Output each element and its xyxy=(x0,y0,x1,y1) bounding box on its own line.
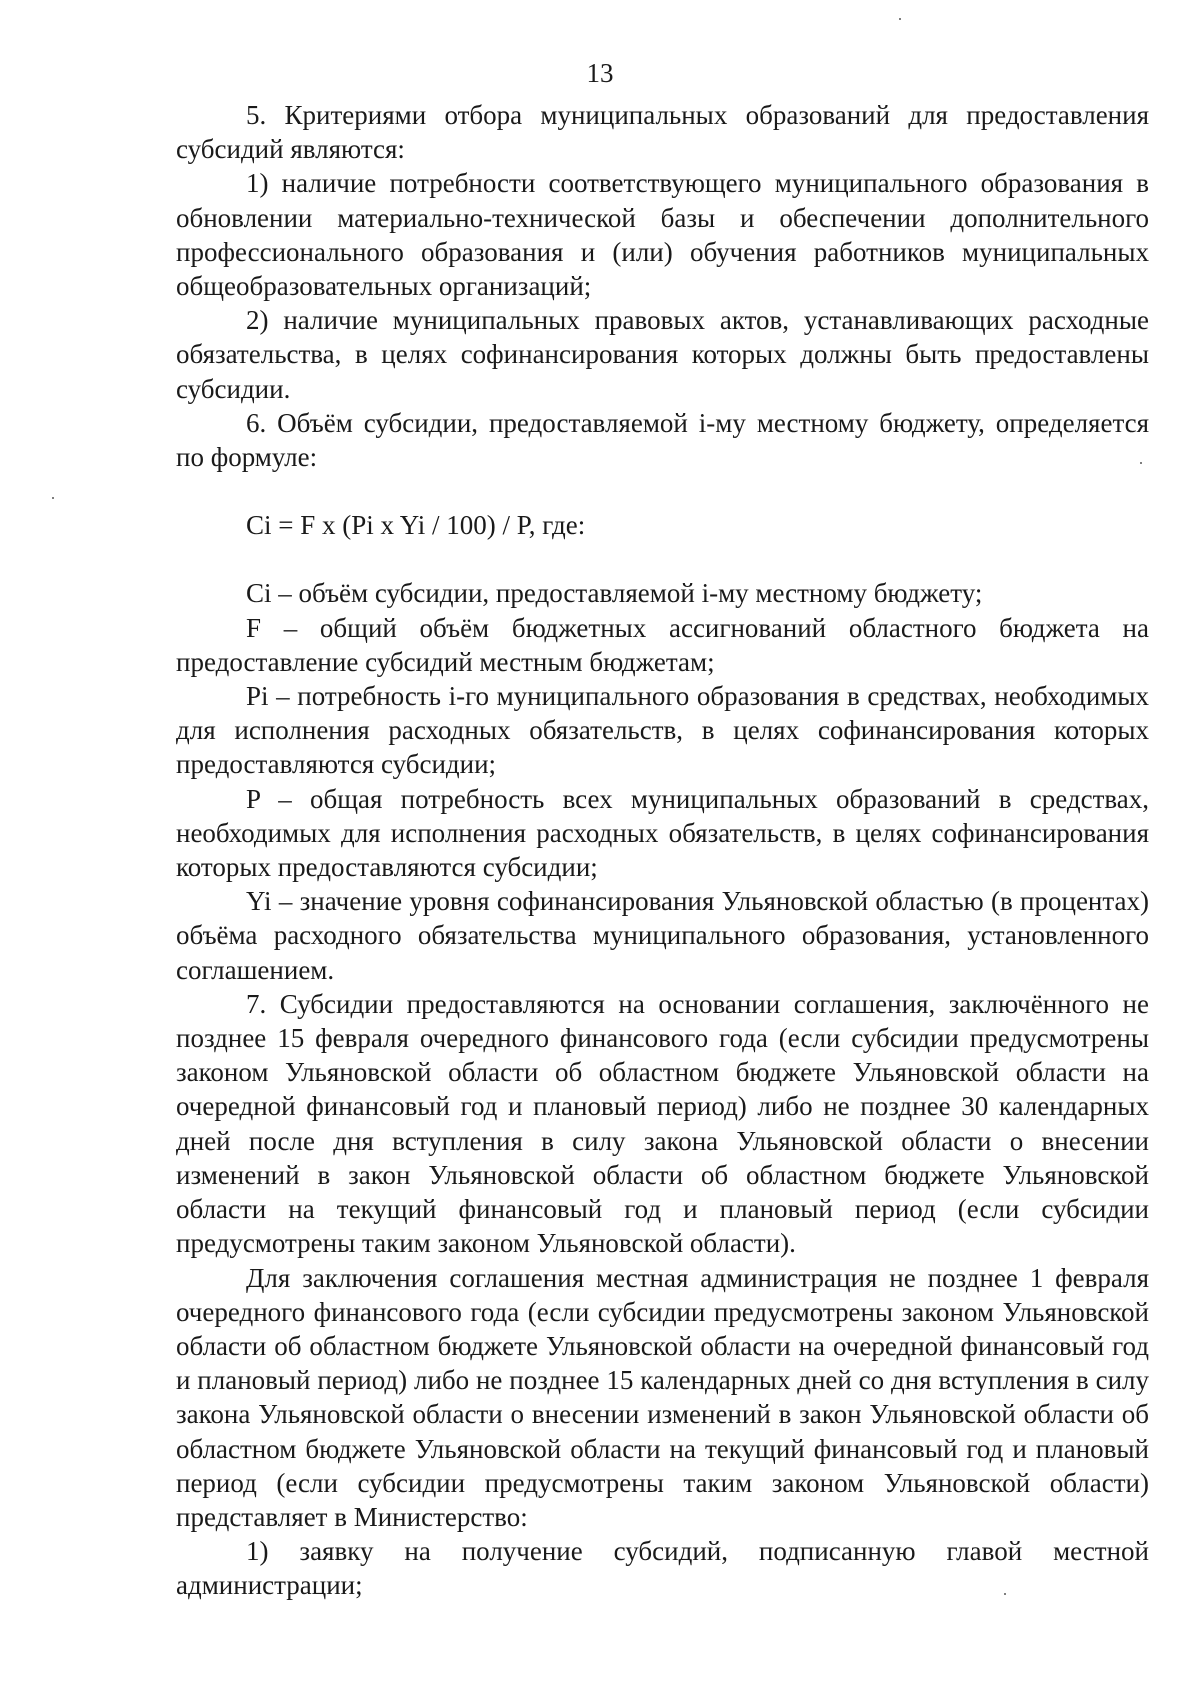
definition-yi: Yi – значение уровня софинансирования Ульяновской областью (в процентах) объёма расходного обязательства муниципального образования, установленного соглашением. xyxy=(176,886,1149,985)
scan-speck xyxy=(52,497,54,499)
scan-speck xyxy=(899,18,901,20)
paragraph-agreement-procedure: Для заключения соглашения местная администрация не позднее 1 февраля очередного финансового года (если субсидии предусмотрены законом Ульяновской области об областном бюджете Ульяновской области на очередной финансовый год и плановый период) либо не позднее 15 календарных дней со дня вступления в силу закона Ульяновской области о внесении изменений в закон Ульяновской области об областном бюджете Ульяновской области на текущий финансовый год и плановый период (если субсидии предусмотрены таким законом Ульяновской области) представляет в Министерство: xyxy=(176,1262,1149,1532)
definition-pi: Pi – потребность i-го муниципального образования в средствах, необходимых для исполнения расходных обязательств, в целях софинансирования которых предоставляются субсидии; xyxy=(176,681,1149,780)
document-body xyxy=(176,98,1149,1603)
page-number: 13 xyxy=(586,58,614,88)
definition-f: F – общий объём бюджетных ассигнований областного бюджета на предоставление субсидий местным бюджетам; xyxy=(176,612,1149,677)
paragraph-criterion-2: 2) наличие муниципальных правовых актов, устанавливающих расходные обязательства, в целях софинансирования которых должны быть предоставлены субсидии. xyxy=(176,305,1149,404)
paragraph-criterion-1: 1) наличие потребности соответствующего муниципального образования в обновлении материально-технической базы и обеспечении дополнительного профессионального образования и (или) обучения работников муниципальных общеобразовательных организаций; xyxy=(176,168,1149,302)
paragraph-application-1: 1) заявку на получение субсидий, подписанную главой местной администрации; xyxy=(176,1536,1149,1601)
paragraph-5-criteria: 5. Критериями отбора муниципальных образований для предоставления субсидий являются: xyxy=(176,100,1149,165)
scan-speck xyxy=(1004,1593,1006,1595)
definition-p: P – общая потребность всех муниципальных образований в средствах, необходимых для исполнения расходных обязательств, в целях софинансирования которых предоставляются субсидии; xyxy=(176,783,1149,883)
paragraph-6-volume: 6. Объём субсидии, предоставляемой i-му местному бюджету, определяется по формуле: xyxy=(176,407,1149,473)
formula: Ci = F x (Pi x Yi / 100) / P, где: xyxy=(246,510,586,541)
definition-ci: Ci – объём субсидии, предоставляемой i-му местному бюджету; xyxy=(246,578,983,609)
paragraph-7-agreement: 7. Субсидии предоставляются на основании соглашения, заключённого не позднее 15 февраля очередного финансового года (если субсидии предусмотрены законом Ульяновской области об областном бюджете Ульяновской области на очередной финансовый год и плановый период) либо не позднее 30 календарных дней после дня вступления в силу закона Ульяновской области о внесении изменений в закон Ульяновской области об областном бюджете Ульяновской области на текущий финансовый год и плановый период (если субсидии предусмотрены таким законом Ульяновской области). xyxy=(176,988,1149,1259)
scan-speck xyxy=(1140,462,1142,464)
